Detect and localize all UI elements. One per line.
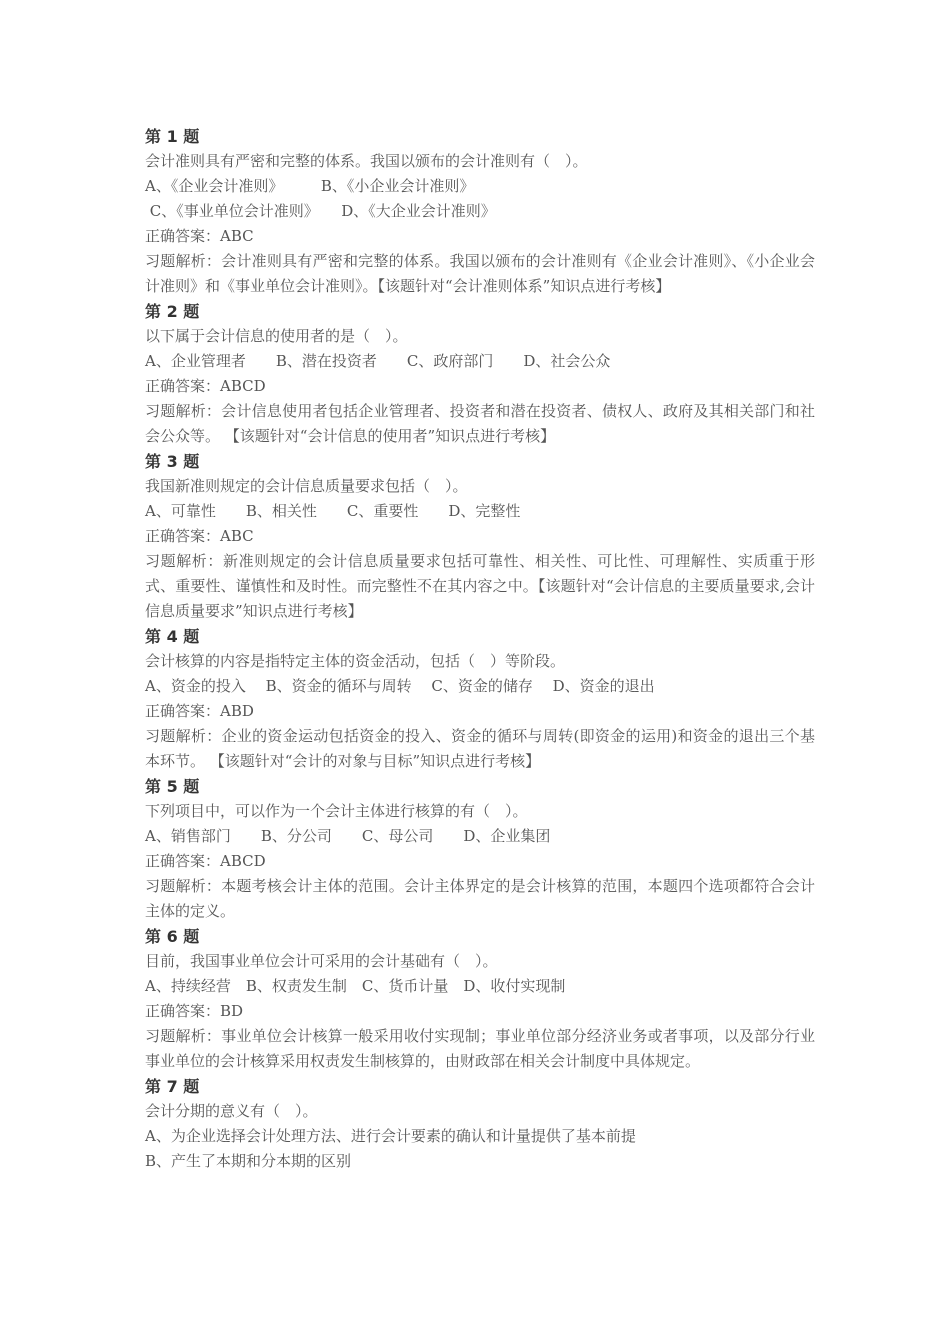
question-title: 第 1 题: [145, 127, 200, 146]
question-stem: 以下属于会计信息的使用者的是（ ）。: [145, 327, 408, 345]
correct-answer: 正确答案：ABCD: [145, 852, 266, 870]
question-title: 第 2 题: [145, 302, 200, 321]
question-option: A、销售部门 B、分公司 C、母公司 D、企业集团: [145, 827, 551, 845]
question-option: A、资金的投入 B、资金的循环与周转 C、资金的储存 D、资金的退出: [145, 677, 655, 695]
question-title: 第 3 题: [145, 452, 200, 471]
answer-analysis: 习题解析：企业的资金运动包括资金的投入、资金的循环与周转(即资金的运用)和资金的退出三个基本环节。 【该题针对“会计的对象与目标”知识点进行考核】: [145, 727, 815, 770]
correct-answer: 正确答案：ABCD: [145, 377, 266, 395]
question-block: [145, 624, 815, 774]
question-block: [145, 1074, 815, 1174]
correct-answer: 正确答案：BD: [145, 1002, 244, 1020]
question-stem: 会计核算的内容是指特定主体的资金活动，包括（ ）等阶段。: [145, 652, 566, 670]
question-option: A、《企业会计准则》 B、《小企业会计准则》: [145, 177, 475, 195]
question-option: A、持续经营 B、权责发生制 C、货币计量 D、收付实现制: [145, 977, 566, 995]
answer-analysis: 习题解析：本题考核会计主体的范围。会计主体界定的是会计核算的范围，本题四个选项都符合会计主体的定义。: [145, 877, 815, 920]
question-option: B、产生了本期和分本期的区别: [145, 1152, 352, 1170]
question-list: [145, 124, 815, 1174]
question-block: [145, 124, 815, 299]
question-option: A、企业管理者 B、潜在投资者 C、政府部门 D、社会公众: [145, 352, 611, 370]
correct-answer: 正确答案：ABD: [145, 702, 254, 720]
question-option: A、可靠性 B、相关性 C、重要性 D、完整性: [145, 502, 521, 520]
question-stem: 会计分期的意义有（ ）。: [145, 1102, 318, 1120]
answer-analysis: 习题解析：事业单位会计核算一般采用收付实现制；事业单位部分经济业务或者事项，以及部分行业事业单位的会计核算采用权责发生制核算的，由财政部在相关会计制度中具体规定。: [145, 1027, 815, 1070]
answer-analysis: 习题解析：新准则规定的会计信息质量要求包括可靠性、相关性、可比性、可理解性、实质重于形式、重要性、谨慎性和及时性。而完整性不在其内容之中。【该题针对“会计信息的主要质量要求,会计信息质量要求”知识点进行考核】: [145, 552, 815, 620]
question-title: 第 7 题: [145, 1077, 200, 1096]
question-option: C、《事业单位会计准则》 D、《大企业会计准则》: [145, 202, 496, 220]
question-block: [145, 449, 815, 624]
question-title: 第 6 题: [145, 927, 200, 946]
question-stem: 下列项目中，可以作为一个会计主体进行核算的有（ ）。: [145, 802, 528, 820]
question-option: A、为企业选择会计处理方法、进行会计要素的确认和计量提供了基本前提: [145, 1127, 636, 1145]
question-block: [145, 299, 815, 449]
answer-analysis: 习题解析：会计信息使用者包括企业管理者、投资者和潜在投资者、债权人、政府及其相关部门和社会公众等。 【该题针对“会计信息的使用者”知识点进行考核】: [145, 402, 815, 445]
correct-answer: 正确答案：ABC: [145, 527, 254, 545]
question-title: 第 5 题: [145, 777, 200, 796]
question-stem: 我国新准则规定的会计信息质量要求包括（ ）。: [145, 477, 468, 495]
question-block: [145, 924, 815, 1074]
question-title: 第 4 题: [145, 627, 200, 646]
answer-analysis: 习题解析：会计准则具有严密和完整的体系。我国以颁布的会计准则有《企业会计准则》、《小企业会计准则》和《事业单位会计准则》。【该题针对“会计准则体系”知识点进行考核】: [145, 252, 815, 295]
question-stem: 目前，我国事业单位会计可采用的会计基础有（ ）。: [145, 952, 498, 970]
correct-answer: 正确答案：ABC: [145, 227, 254, 245]
question-block: [145, 774, 815, 924]
question-stem: 会计准则具有严密和完整的体系。我国以颁布的会计准则有（ ）。: [145, 152, 588, 170]
